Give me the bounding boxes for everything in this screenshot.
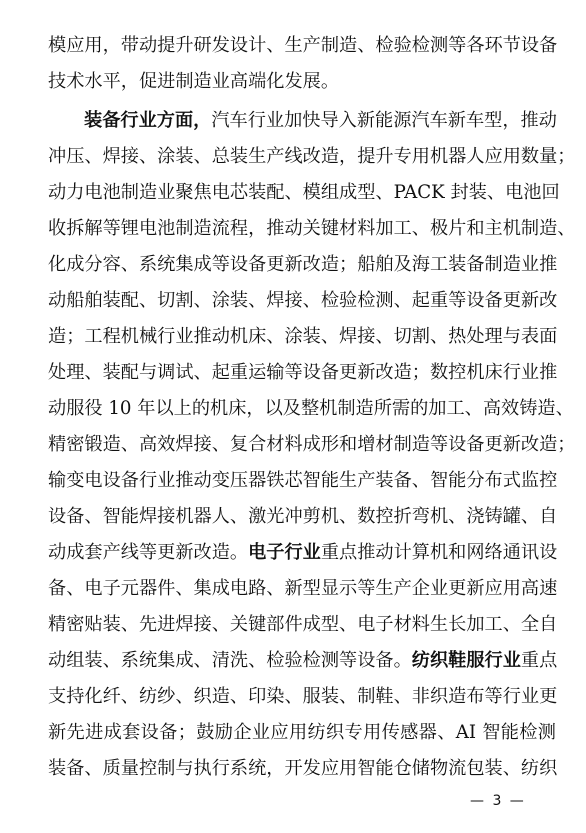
- body-text-run: 精密锻造、高效焊接、复合材料成形和增材制造等设备更新改造；: [48, 434, 576, 455]
- text-line: [48, 175, 560, 211]
- text-line: [48, 643, 556, 679]
- body-text-run: 设备、智能焊接机器人、激光冲剪机、数控折弯机、浇铸罐、自: [48, 506, 558, 527]
- text-line: [48, 283, 556, 319]
- body-text-run: 收拆解等锂电池制造流程，推动关键材料加工、极片和主机制造、: [48, 218, 576, 239]
- body-text-run: 汽车行业加快导入新能源汽车新车型，推动: [211, 110, 557, 131]
- text-line: [48, 463, 556, 499]
- text-line: [48, 139, 576, 175]
- body-text-run: 重点推动计算机和网络通讯设: [320, 542, 558, 563]
- bold-heading-text: 装备行业方面，: [84, 110, 212, 131]
- body-text-run: 支持化纤、纺纱、织造、印染、服装、制鞋、非织造布等行业更: [48, 686, 558, 707]
- body-text-run: 化成分容、系统集成等设备更新改造；船舶及海工装备制造业推: [48, 254, 558, 275]
- body-text-run: 冲压、焊接、涂装、总装生产线改造，提升专用机器人应用数量；: [48, 146, 576, 167]
- page-number: — 3 —: [470, 793, 526, 809]
- text-line: [48, 535, 556, 571]
- text-line: [48, 28, 556, 64]
- text-line: [48, 751, 556, 787]
- bold-heading-text: 电子行业: [248, 542, 321, 563]
- text-line: [48, 679, 556, 715]
- body-text-run: 备、电子元器件、集成电路、新型显示等生产企业更新应用高速: [48, 578, 558, 599]
- text-line: [48, 391, 574, 427]
- text-line: [48, 715, 556, 751]
- body-text-run: 处理、装配与调试、起重运输等设备更新改造；数控机床行业推: [48, 362, 558, 383]
- body-text-run: 装备、质量控制与执行系统，开发应用智能仓储物流包装、纺织: [48, 758, 558, 779]
- text-line: [48, 64, 556, 100]
- body-text-run: 输变电设备行业推动变压器铁芯智能生产装备、智能分布式监控: [48, 470, 558, 491]
- body-text-run: 模应用，带动提升研发设计、生产制造、检验检测等各环节设备: [48, 35, 558, 56]
- body-text-run: 动服役 10 年以上的机床，以及整机制造所需的加工、高效铸造、: [48, 398, 574, 419]
- body-text-run: 精密贴装、先进焊接、关键部件成型、电子材料生长加工、全自: [48, 614, 558, 635]
- body-text-run: 造；工程机械行业推动机床、涂装、焊接、切割、热处理与表面: [48, 326, 558, 347]
- text-line: [48, 571, 556, 607]
- body-text-run: 动成套产线等更新改造。: [48, 542, 249, 563]
- text-line: [48, 211, 576, 247]
- body-text-run: 动船舶装配、切割、涂装、焊接、检验检测、起重等设备更新改: [48, 290, 558, 311]
- text-line: [48, 607, 556, 643]
- body-text-run: 重点: [520, 650, 558, 671]
- text-line: [48, 247, 556, 283]
- text-line: [48, 319, 556, 355]
- body-text-run: 新先进成套设备；鼓励企业应用纺织专用传感器、AI 智能检测: [48, 722, 556, 743]
- text-line: [84, 103, 556, 139]
- body-text-run: 技术水平，促进制造业高端化发展。: [48, 71, 340, 92]
- text-line: [48, 427, 576, 463]
- body-text-run: 动组装、系统集成、清洗、检验检测等设备。: [48, 650, 412, 671]
- bold-heading-text: 纺织鞋服行业: [411, 650, 521, 671]
- text-line: [48, 355, 556, 391]
- text-line: [48, 499, 556, 535]
- body-text-run: 动力电池制造业聚焦电芯装配、模组成型、PACK 封装、电池回: [48, 182, 560, 203]
